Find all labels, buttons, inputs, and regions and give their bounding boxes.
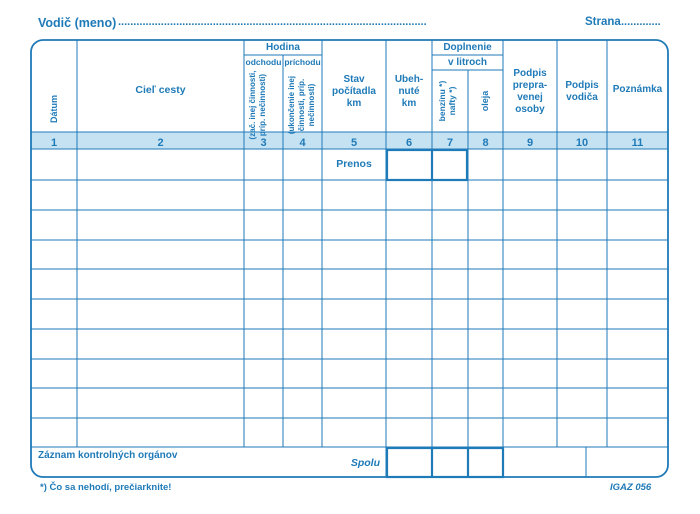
highlight-boxes <box>387 150 503 477</box>
col-ubeh-header <box>386 74 432 110</box>
stav-line-2: počítadla <box>332 86 376 97</box>
driver-name-field[interactable]: ..................................................................................................... <box>118 16 427 28</box>
podpis-osoby-line-1: Podpis <box>513 68 547 79</box>
podpis-vodica-line-1: Podpis <box>565 80 599 91</box>
stav-line-1: Stav <box>343 74 365 85</box>
spolu-label: Spolu <box>350 457 380 469</box>
col-number: 4 <box>299 137 306 149</box>
col-number: 1 <box>50 137 58 149</box>
col-ciel-header: Cieľ cesty <box>135 84 186 96</box>
stav-line-3: km <box>346 98 362 109</box>
page-number-field[interactable]: ............. <box>621 16 661 28</box>
col-podpis-osoby-header <box>503 68 557 116</box>
benzin-label: benzínu *) <box>437 80 447 122</box>
col-prichodu-note: (ukončenie inej činnosti, príp. nečinnosti) <box>287 75 316 135</box>
ubeh-line-1: Ubeh- <box>394 74 424 85</box>
driver-label: Vodič (meno) <box>38 16 117 30</box>
prenos-label: Prenos <box>336 158 372 170</box>
col-oleja-header: oleja <box>480 90 490 112</box>
col-number: 2 <box>157 137 164 149</box>
col-odchodu-header: odchodu <box>245 57 282 67</box>
col-doplnenie-header: Doplnenie <box>443 42 492 53</box>
col-v-litroch-header: v litroch <box>448 57 487 68</box>
col-number: 5 <box>350 137 358 149</box>
podpis-vodica-line-2: vodiča <box>566 92 598 103</box>
col-datum-header: Dátum <box>49 95 59 124</box>
form-code: IGAZ 056 <box>610 482 652 493</box>
podpis-osoby-line-2: prepra- <box>512 80 548 91</box>
col-hodina-header: Hodina <box>266 42 300 53</box>
col-number: 10 <box>575 137 589 149</box>
col-odchodu-note: (zač. inej činnosti, príp. nečinnosti) <box>248 70 267 140</box>
ubeh-line-2: nuté <box>398 86 420 97</box>
podpis-osoby-line-4: osoby <box>515 104 545 115</box>
col-number: 8 <box>482 137 489 149</box>
podpis-osoby-line-3: venej <box>517 92 543 103</box>
col-prichodu-header: príchodu <box>284 57 321 67</box>
col-poznamka-header: Poznámka <box>612 84 663 95</box>
footnote: *) Čo sa nehodí, prečiarknite! <box>40 482 172 493</box>
col-number: 7 <box>446 137 454 149</box>
col-podpis-vodica-header <box>557 80 607 104</box>
page-label: Strana <box>585 16 621 28</box>
col-number: 9 <box>526 137 534 149</box>
col-number: 11 <box>631 137 644 149</box>
nafty-label: nafty *) <box>447 86 457 116</box>
col-stav-header <box>322 74 386 110</box>
col-number: 3 <box>260 137 267 149</box>
col-benzin-header <box>437 70 461 132</box>
ubeh-line-3: km <box>401 98 417 109</box>
zaznam-label: Záznam kontrolných orgánov <box>38 450 178 461</box>
col-number: 6 <box>405 137 413 149</box>
